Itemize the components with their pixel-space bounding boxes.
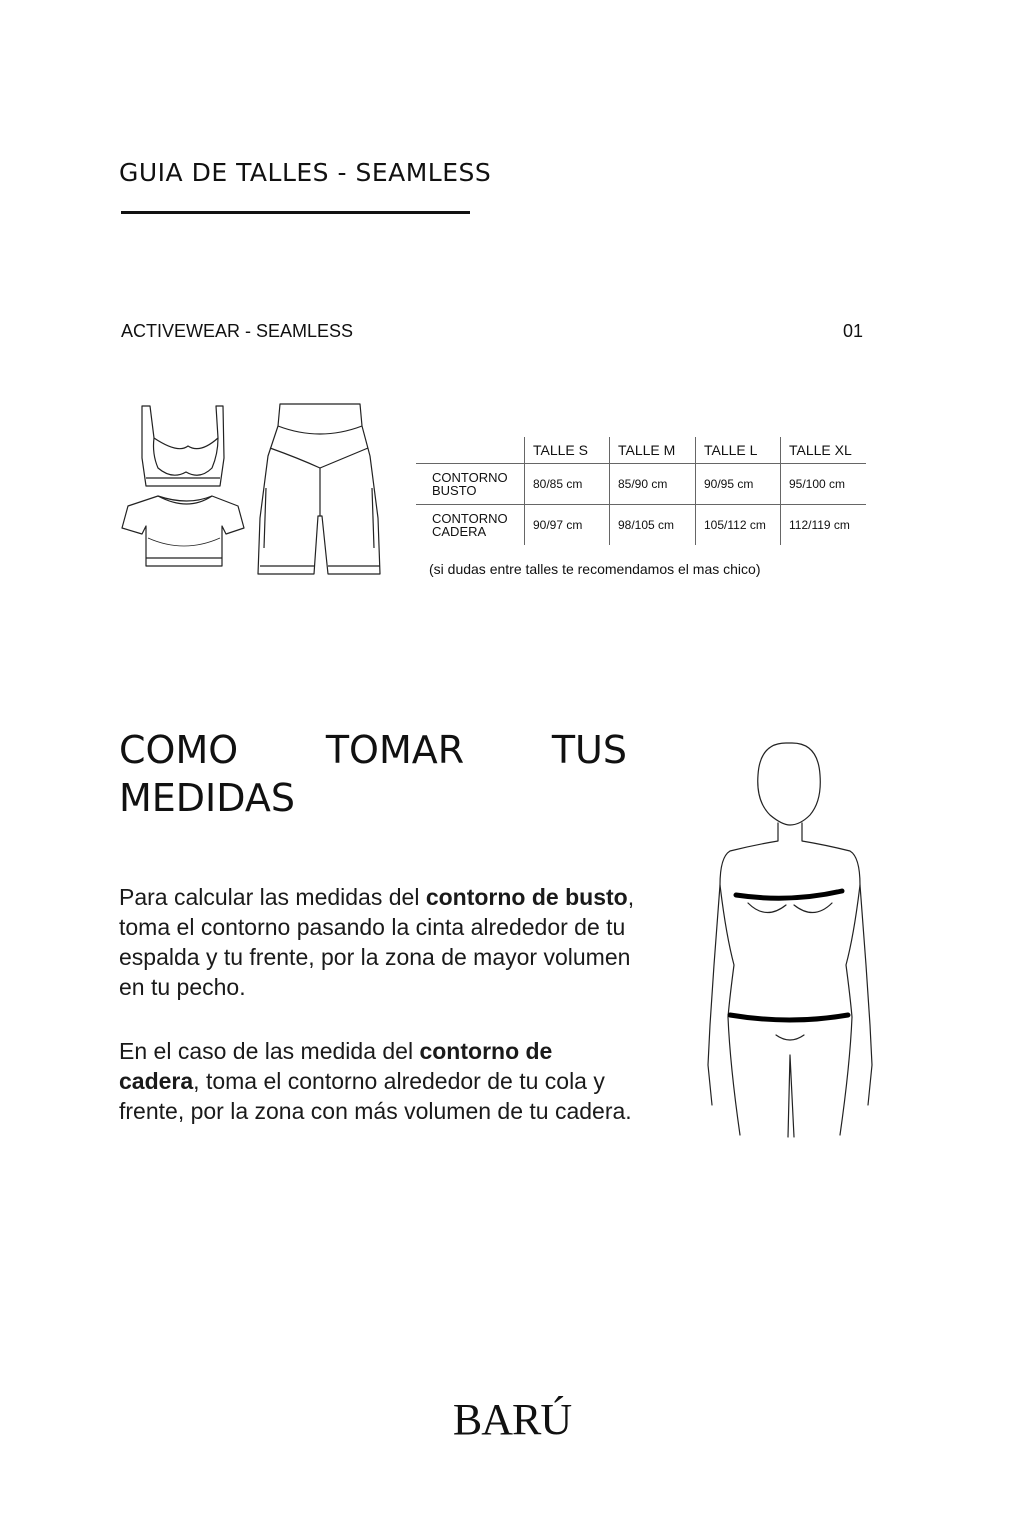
bold-text: contorno de xyxy=(419,1038,553,1064)
column-header: TALLE L xyxy=(696,437,781,464)
heading-word: TUS xyxy=(551,728,627,772)
text: Para calcular las medidas del xyxy=(119,884,426,910)
size-table-header xyxy=(416,437,866,464)
hip-measure-band xyxy=(730,1015,848,1020)
column-header: TALLE S xyxy=(525,437,610,464)
page-title: GUIA DE TALLES - SEAMLESS xyxy=(119,158,492,187)
garment-illustrations xyxy=(108,398,398,588)
size-table xyxy=(416,437,866,545)
row-label xyxy=(416,464,525,505)
bust-outline xyxy=(748,903,832,913)
row-label-line: CONTORNO xyxy=(432,511,508,526)
row-label xyxy=(416,505,525,546)
text: , toma el contorno alrededor de tu cola y frente, por la zona con más volumen de tu cadera. xyxy=(119,1068,632,1124)
heading-word: TOMAR xyxy=(325,728,465,772)
crop-top-icon xyxy=(122,496,244,566)
heading-word: MEDIDAS xyxy=(119,776,295,820)
row-label-line: BUSTO xyxy=(432,483,477,498)
table-row xyxy=(416,464,866,505)
heading-word: COMO xyxy=(119,728,239,772)
text: , toma el contorno pasando la cinta alrededor de tu espalda y tu frente, por la zona de mayor volumen en tu pecho. xyxy=(119,884,635,1000)
brand-logo: BARÚ xyxy=(452,1395,572,1444)
bold-text: cadera xyxy=(119,1068,194,1094)
body-figure-icon xyxy=(690,735,890,1145)
table-cell: 90/97 cm xyxy=(525,505,610,546)
size-note: (si dudas entre talles te recomendamos el mas chico) xyxy=(429,561,761,577)
measure-heading xyxy=(119,726,627,822)
table-cell: 80/85 cm xyxy=(525,464,610,505)
table-corner xyxy=(416,437,525,464)
table-row xyxy=(416,505,866,546)
biker-shorts-icon xyxy=(258,404,380,574)
table-cell: 95/100 cm xyxy=(781,464,867,505)
row-label-line: CONTORNO xyxy=(432,470,508,485)
legs-outline xyxy=(728,1017,852,1137)
bold-text: busto xyxy=(565,884,628,910)
row-label-line: CADERA xyxy=(432,524,487,539)
page-number: 01 xyxy=(843,321,864,341)
title-underline xyxy=(121,211,470,214)
bold-text: contorno de xyxy=(425,884,559,910)
table-cell: 105/112 cm xyxy=(696,505,781,546)
sports-bra-icon xyxy=(142,406,224,486)
table-cell: 90/95 cm xyxy=(696,464,781,505)
column-header: TALLE XL xyxy=(781,437,867,464)
hip-detail xyxy=(776,1035,804,1040)
column-header: TALLE M xyxy=(610,437,696,464)
table-cell: 112/119 cm xyxy=(781,505,867,546)
table-cell: 98/105 cm xyxy=(610,505,696,546)
hip-instructions xyxy=(119,1036,639,1126)
waist-outline xyxy=(720,885,860,1017)
bust-instructions xyxy=(119,882,639,1002)
table-cell: 85/90 cm xyxy=(610,464,696,505)
bust-measure-band xyxy=(736,891,842,898)
head-outline xyxy=(758,743,821,825)
text: En el caso de las medida del xyxy=(119,1038,420,1064)
section-label: ACTIVEWEAR - SEAMLESS xyxy=(121,321,354,341)
